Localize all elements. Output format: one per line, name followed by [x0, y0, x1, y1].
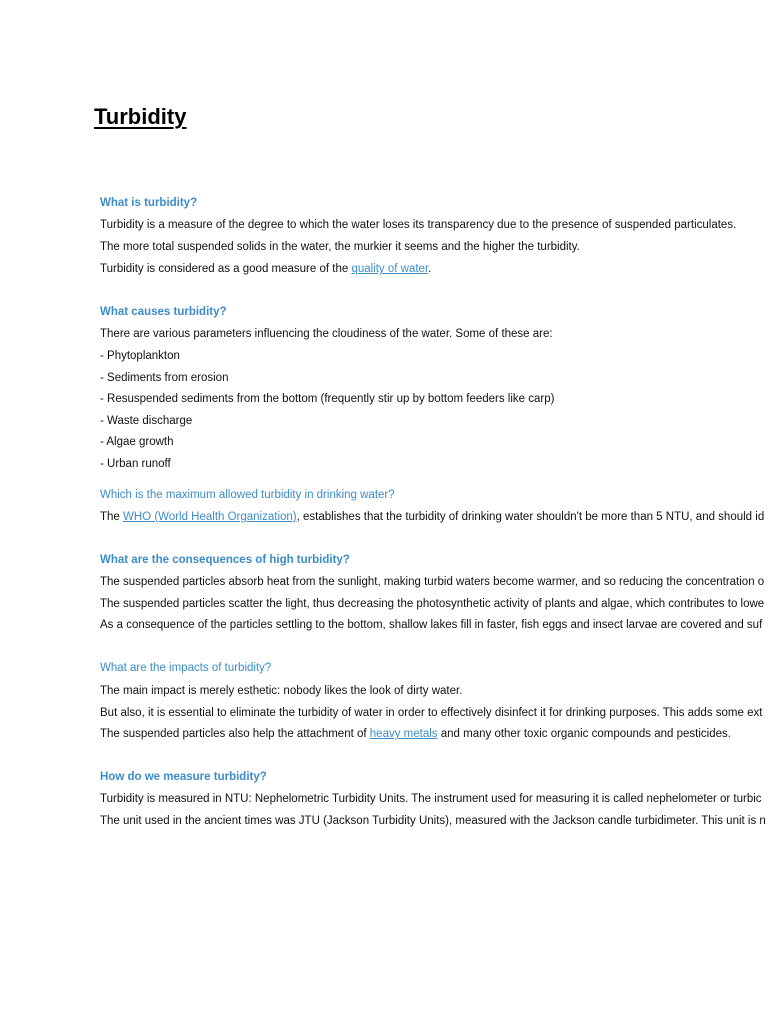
paragraph [100, 262, 431, 276]
section-heading-causes: What causes turbidity? [100, 306, 227, 318]
heavy-metals-link[interactable]: heavy metals [369, 728, 438, 740]
paragraph: The suspended particles scatter the light, thus decreasing the photosynthetic activity of plants and algae, which contributes to lowe [100, 598, 765, 610]
quality-of-water-link[interactable]: quality of water [351, 263, 429, 275]
paragraph-text: The [100, 511, 124, 523]
paragraph: The suspended particles absorb heat from the sunlight, making turbid waters become warmer, and so reducing the concentration o [100, 576, 765, 588]
section-heading-measure: How do we measure turbidity? [100, 771, 267, 783]
section-heading-what-is: What is turbidity? [100, 197, 198, 209]
list-item: - Sediments from erosion [100, 372, 229, 384]
list-item: - Resuspended sediments from the bottom (frequently stir up by bottom feeders like carp) [100, 393, 555, 405]
list-item: - Urban runoff [100, 458, 171, 470]
section-heading-impacts: What are the impacts of turbidity? [100, 662, 272, 674]
paragraph: The unit used in the ancient times was JTU (Jackson Turbidity Units), measured with the Jackson candle turbidimeter. This unit is n [100, 815, 766, 827]
paragraph-text: The suspended particles also help the attachment of [100, 728, 370, 740]
list-item: - Algae growth [100, 436, 174, 448]
page-title: Turbidity [94, 104, 187, 129]
section-heading-maximum: Which is the maximum allowed turbidity in drinking water? [100, 489, 395, 501]
paragraph-text: . [428, 263, 432, 275]
paragraph: But also, it is essential to eliminate the turbidity of water in order to effectively disinfect it for drinking purposes. This adds some ext [100, 707, 763, 719]
paragraph-text: , establishes that the turbidity of drinking water shouldn't be more than 5 NTU, and should id [296, 511, 765, 523]
paragraph: There are various parameters influencing the cloudiness of the water. Some of these are: [100, 328, 553, 340]
list-item: - Phytoplankton [100, 350, 180, 362]
section-heading-consequences: What are the consequences of high turbidity? [100, 554, 350, 566]
paragraph: Turbidity is a measure of the degree to which the water loses its transparency due to the presence of suspended particulates. [100, 219, 737, 231]
paragraph: As a consequence of the particles settling to the bottom, shallow lakes fill in faster, fish eggs and insect larvae are covered and suf [100, 619, 763, 631]
paragraph-text: Turbidity is considered as a good measure of the [100, 263, 352, 275]
paragraph [100, 510, 764, 524]
paragraph: Turbidity is measured in NTU: Nephelometric Turbidity Units. The instrument used for measuring it is called nephelometer or turbic [100, 793, 762, 805]
paragraph [100, 727, 731, 741]
paragraph: The more total suspended solids in the water, the murkier it seems and the higher the turbidity. [100, 241, 580, 253]
list-item: - Waste discharge [100, 415, 193, 427]
paragraph-text: and many other toxic organic compounds and pesticides. [437, 728, 731, 740]
paragraph: The main impact is merely esthetic: nobody likes the look of dirty water. [100, 685, 463, 697]
who-link[interactable]: WHO (World Health Organization) [123, 511, 297, 523]
